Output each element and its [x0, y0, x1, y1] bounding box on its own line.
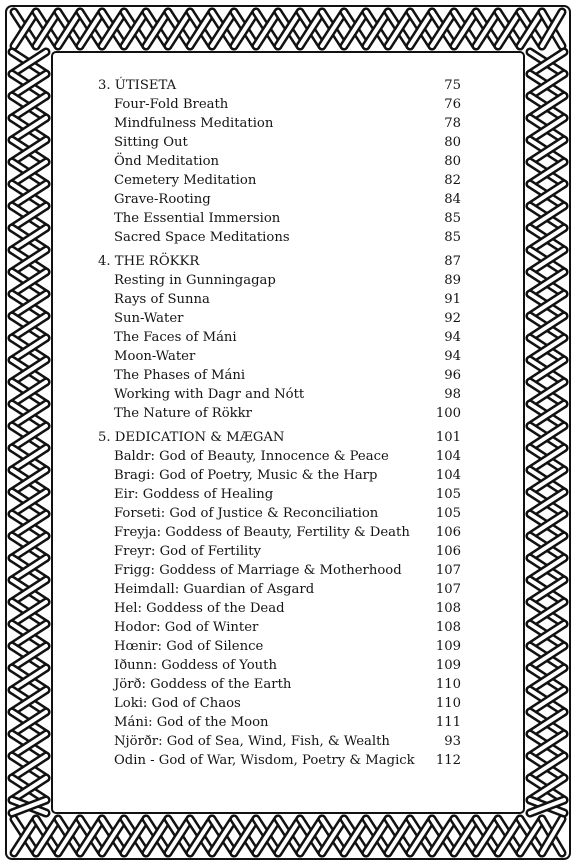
toc-page-number: 78 [444, 116, 461, 131]
toc-entry [98, 328, 464, 347]
toc-entry-title: Freyr: God of Fertility [114, 544, 262, 559]
toc-page-number: 108 [435, 601, 461, 616]
toc-page-number: 82 [444, 173, 461, 188]
toc-entry [98, 114, 464, 133]
toc-page-number: 106 [435, 525, 461, 540]
toc-page-number: 75 [444, 78, 461, 93]
toc-entry [98, 504, 464, 523]
toc-page-number: 112 [435, 753, 461, 768]
toc-page-number: 110 [435, 696, 461, 711]
toc-page-number: 109 [435, 658, 461, 673]
toc-page-number: 98 [444, 387, 461, 402]
toc-entry [98, 228, 464, 247]
toc-entry [98, 133, 464, 152]
toc-page-number: 100 [435, 406, 461, 421]
toc-entry-title: Working with Dagr and Nótt [114, 387, 305, 402]
toc-entry [98, 366, 464, 385]
toc-entry-title: Bragi: God of Poetry, Music & the Harp [114, 468, 378, 483]
toc-section-5 [98, 428, 464, 770]
toc-entry-title: Mindfulness Meditation [114, 116, 274, 131]
toc-entry [98, 485, 464, 504]
toc-section-3 [98, 76, 464, 247]
toc-heading [98, 252, 464, 271]
toc-page-number: 94 [444, 349, 461, 364]
toc-entry-title: Loki: God of Chaos [114, 696, 241, 711]
toc-entry [98, 447, 464, 466]
toc-page-number: 110 [435, 677, 461, 692]
toc-entry [98, 656, 464, 675]
toc-page-number: 93 [444, 734, 461, 749]
toc-entry-title: Sitting Out [114, 135, 188, 150]
toc-entry [98, 152, 464, 171]
toc-entry-title: Rays of Sunna [114, 292, 210, 307]
toc-entry-title: Four-Fold Breath [114, 97, 229, 112]
toc-entry [98, 694, 464, 713]
toc-entry-title: Önd Meditation [114, 154, 220, 169]
toc-page-number: 108 [435, 620, 461, 635]
toc-entry [98, 309, 464, 328]
toc-entry [98, 190, 464, 209]
toc-page-number: 87 [444, 254, 461, 269]
toc-page-number: 105 [435, 506, 461, 521]
toc-page-number: 107 [435, 582, 461, 597]
toc-entry [98, 713, 464, 732]
toc-page-number: 92 [444, 311, 461, 326]
toc-entry [98, 542, 464, 561]
toc-entry [98, 732, 464, 751]
toc-entry [98, 209, 464, 228]
toc-entry [98, 95, 464, 114]
toc-page-number: 91 [444, 292, 461, 307]
toc-page-number: 109 [435, 639, 461, 654]
toc-entry-title: Moon-Water [114, 349, 196, 364]
toc-heading-title: 5. DEDICATION & MÆGAN [98, 430, 285, 445]
toc-heading [98, 76, 464, 95]
toc-page-number: 80 [444, 154, 461, 169]
toc-entry [98, 561, 464, 580]
toc-entry [98, 466, 464, 485]
toc-page-number: 104 [435, 468, 461, 483]
toc-entry-title: Hodor: God of Winter [114, 620, 259, 635]
toc-entry [98, 523, 464, 542]
toc-entry-title: Njörðr: God of Sea, Wind, Fish, & Wealth [114, 734, 390, 749]
toc-entry [98, 618, 464, 637]
toc-page-number: 104 [435, 449, 461, 464]
toc-entry-title: Odin - God of War, Wisdom, Poetry & Magick [114, 753, 415, 768]
toc-entry-title: The Faces of Máni [114, 330, 237, 345]
toc-entry-title: Máni: God of the Moon [114, 715, 269, 730]
toc-entry-title: Sacred Space Meditations [114, 230, 290, 245]
toc-entry-title: The Phases of Máni [114, 368, 246, 383]
toc-entry-title: Baldr: God of Beauty, Innocence & Peace [114, 449, 389, 464]
toc-entry-title: Frigg: Goddess of Marriage & Motherhood [114, 563, 402, 578]
toc-page-number: 101 [435, 430, 461, 445]
table-of-contents [98, 76, 464, 770]
toc-entry [98, 171, 464, 190]
toc-entry [98, 347, 464, 366]
toc-entry [98, 290, 464, 309]
toc-page-number: 76 [444, 97, 461, 112]
toc-entry-title: The Essential Immersion [114, 211, 281, 226]
toc-entry-title: Freyja: Goddess of Beauty, Fertility & Death [114, 525, 410, 540]
toc-entry-title: Hel: Goddess of the Dead [114, 601, 285, 616]
toc-page-number: 96 [444, 368, 461, 383]
toc-page-number: 111 [435, 715, 461, 730]
toc-entry-title: Jörð: Goddess of the Earth [114, 677, 292, 692]
toc-page-number: 94 [444, 330, 461, 345]
toc-page-number: 105 [435, 487, 461, 502]
toc-entry [98, 599, 464, 618]
toc-heading [98, 428, 464, 447]
toc-page-number: 80 [444, 135, 461, 150]
toc-entry [98, 751, 464, 770]
toc-page-number: 84 [444, 192, 461, 207]
toc-page-number: 106 [435, 544, 461, 559]
toc-page-number: 89 [444, 273, 461, 288]
toc-entry-title: Cemetery Meditation [114, 173, 257, 188]
toc-page-number: 85 [444, 211, 461, 226]
toc-entry [98, 580, 464, 599]
toc-entry [98, 637, 464, 656]
toc-entry-title: The Nature of Rökkr [114, 406, 252, 421]
toc-entry [98, 271, 464, 290]
toc-section-4 [98, 252, 464, 423]
toc-entry-title: Hœnir: God of Silence [114, 639, 264, 654]
toc-page-number: 107 [435, 563, 461, 578]
toc-entry-title: Eir: Goddess of Healing [114, 487, 274, 502]
toc-heading-title: 3. ÚTISETA [98, 78, 177, 93]
toc-entry [98, 404, 464, 423]
toc-page-number: 85 [444, 230, 461, 245]
toc-entry-title: Forseti: God of Justice & Reconciliation [114, 506, 379, 521]
toc-entry-title: Grave-Rooting [114, 192, 211, 207]
toc-entry-title: Heimdall: Guardian of Asgard [114, 582, 315, 597]
toc-heading-title: 4. THE RÖKKR [98, 254, 200, 269]
toc-entry-title: Resting in Gunningagap [114, 273, 276, 288]
toc-entry [98, 385, 464, 404]
toc-entry-title: Iðunn: Goddess of Youth [114, 658, 277, 673]
toc-entry-title: Sun-Water [114, 311, 184, 326]
toc-entry [98, 675, 464, 694]
